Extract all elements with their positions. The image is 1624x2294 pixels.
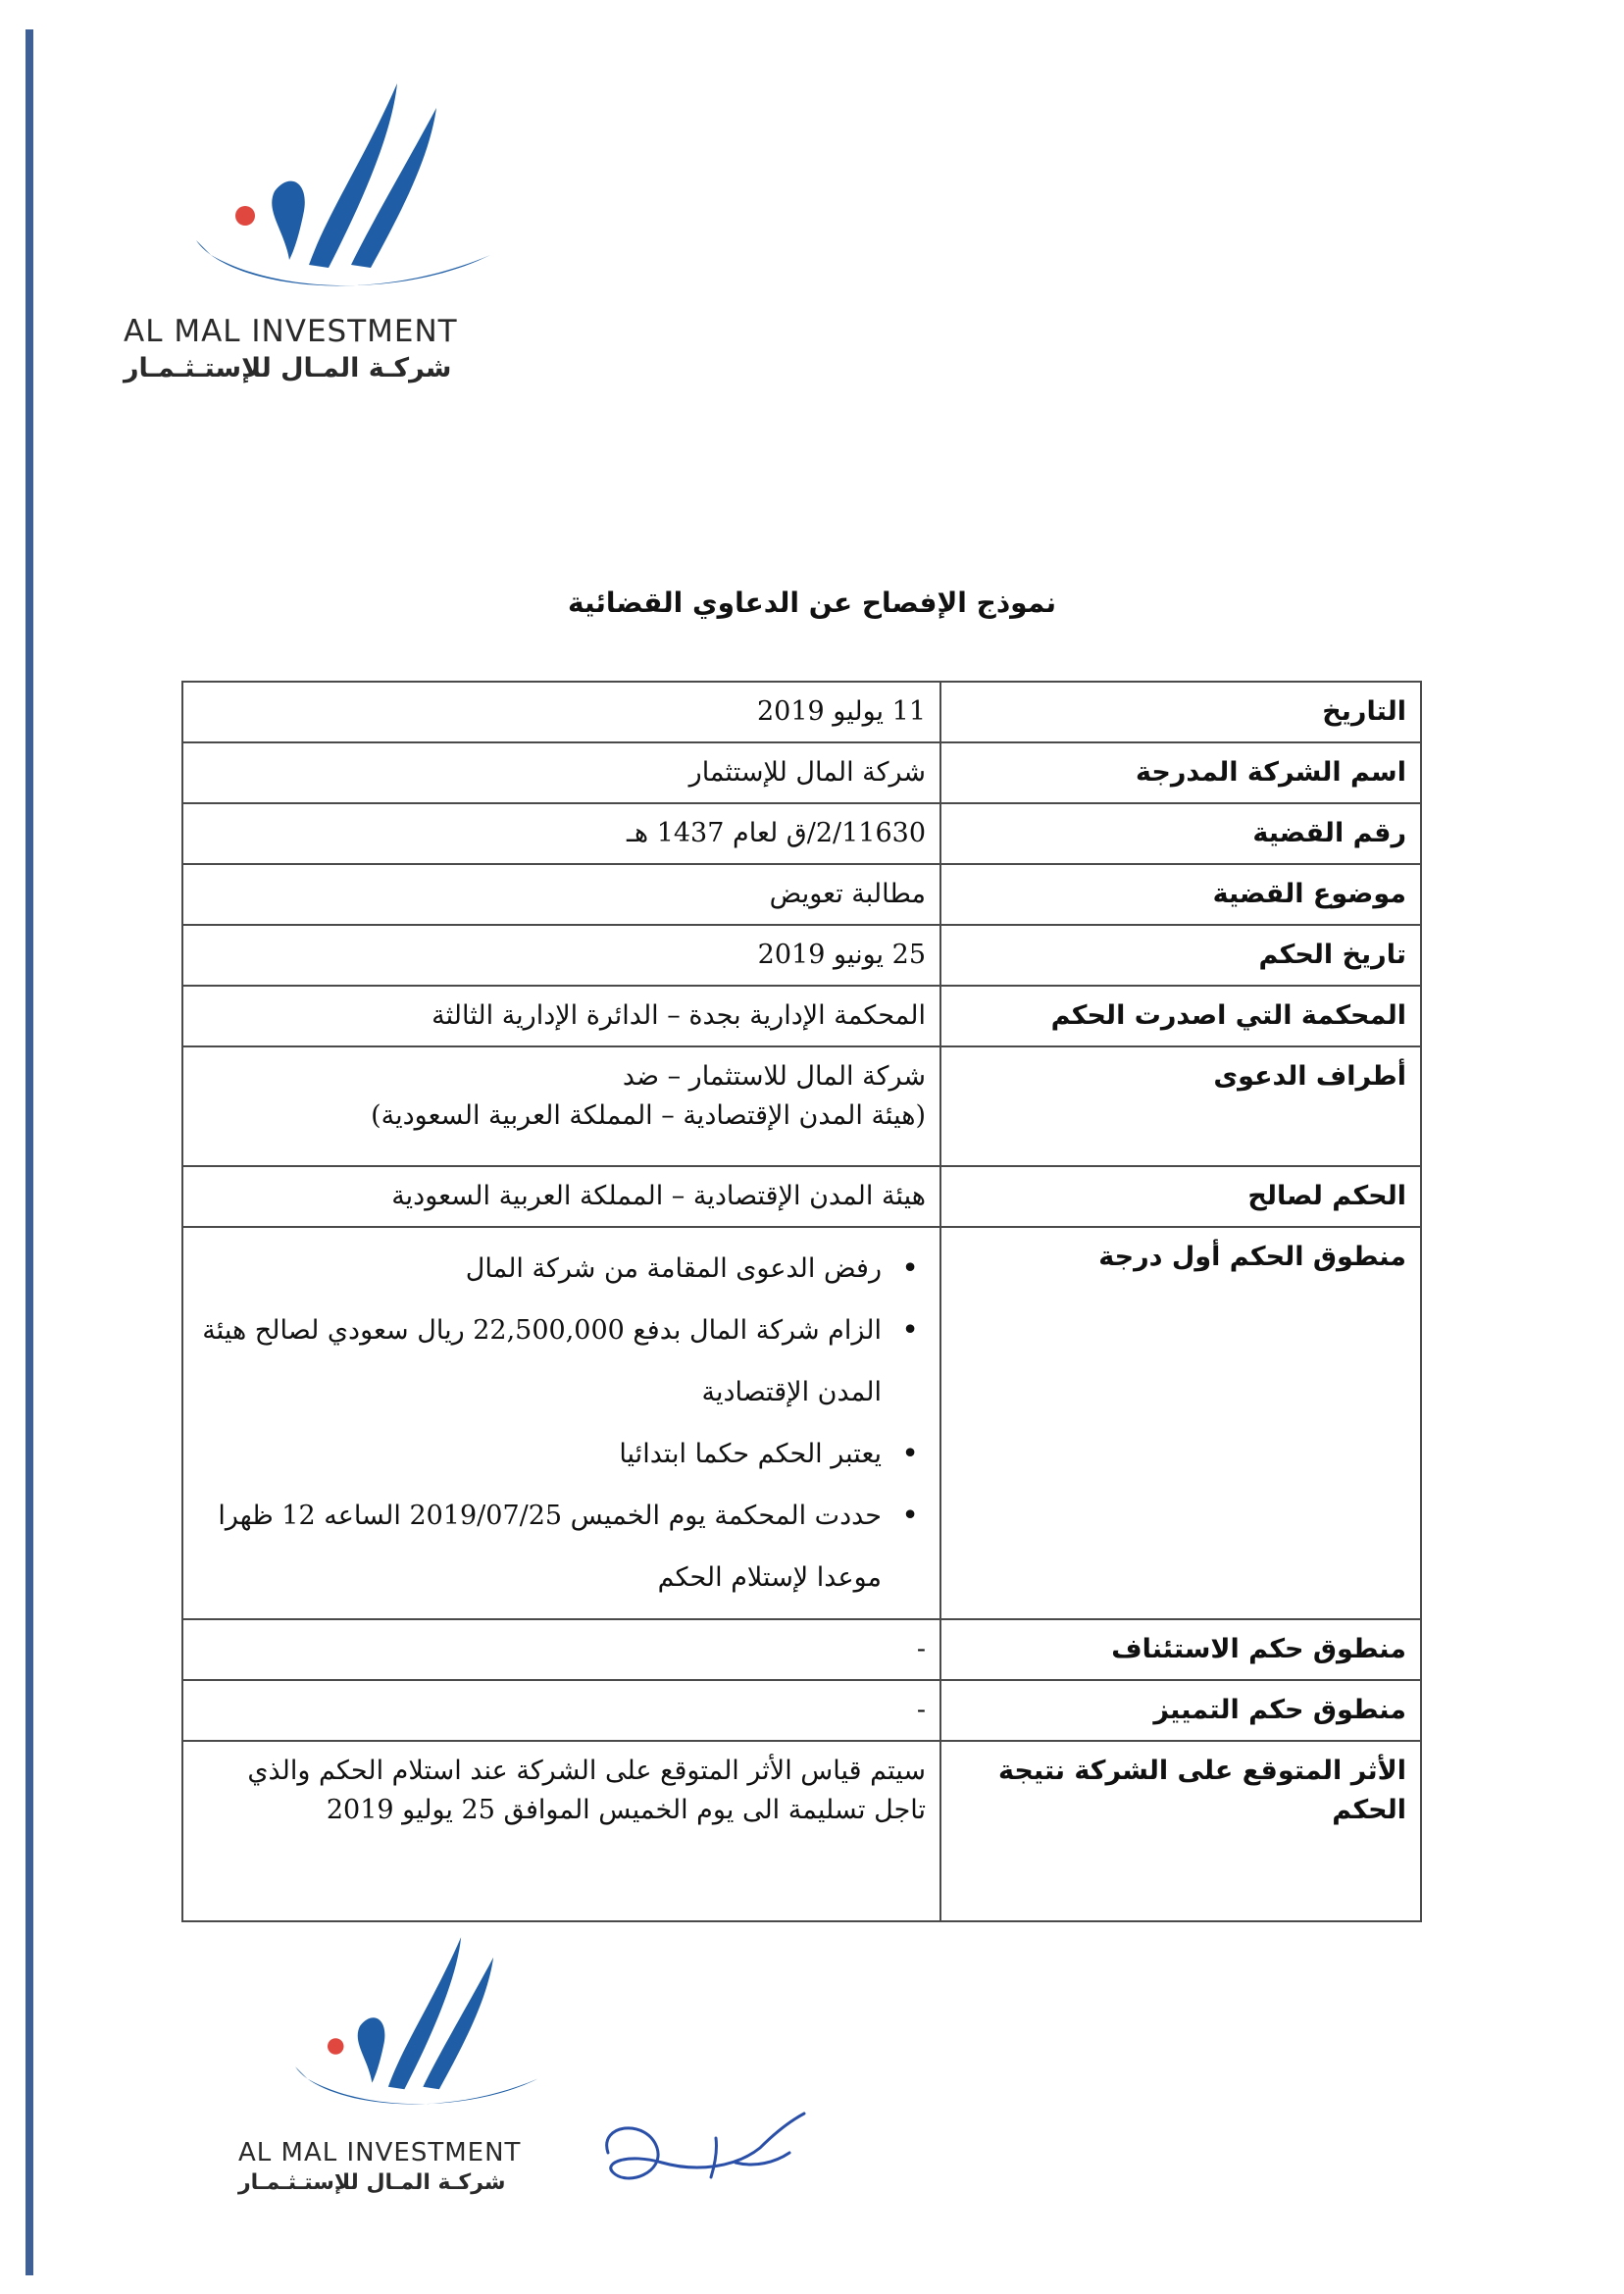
row-value-appeal: - xyxy=(182,1619,940,1680)
row-value-date: 11 يوليو 2019 xyxy=(182,682,940,742)
ruling-bullet: • رفض الدعوى المقامة من شركة المال xyxy=(197,1238,882,1300)
parties-line-2: (هيئة المدن الإقتصادية – المملكة العربية السعودية) xyxy=(371,1100,926,1131)
row-label-ruling-date: تاريخ الحكم xyxy=(940,925,1421,986)
disclosure-table xyxy=(181,681,1422,1922)
company-logo-top xyxy=(118,74,510,397)
row-value-ruling-for: هيئة المدن الإقتصادية – المملكة العربية السعودية xyxy=(182,1166,940,1227)
row-label-case-number: رقم القضية xyxy=(940,803,1421,864)
row-value-cassation: - xyxy=(182,1680,940,1741)
row-value-case-number: 2/11630/ق لعام 1437 هـ xyxy=(182,803,940,864)
row-label-cassation: منطوق حكم التمييز xyxy=(940,1680,1421,1741)
company-logo-mark xyxy=(230,1927,554,2133)
table-row xyxy=(182,1741,1421,1921)
table-row xyxy=(182,925,1421,986)
document-title: نموذج الإفصاح عن الدعاوي القضائية xyxy=(567,586,1057,619)
row-label-parties: أطراف الدعوى xyxy=(940,1046,1421,1166)
table-row xyxy=(182,864,1421,925)
table-row xyxy=(182,682,1421,742)
table-row xyxy=(182,1680,1421,1741)
left-margin-rule xyxy=(25,29,33,2275)
ruling-bullet: • الزام شركة المال بدفع 22,500,000 ريال سعودي لصالح هيئة المدن الإقتصادية xyxy=(197,1300,882,1423)
ruling-bullet: • حددت المحكمة يوم الخميس 2019/07/25 الساعه 12 ظهرا موعدا لإستلام الحكم xyxy=(197,1485,882,1608)
row-value-case-subject: مطالبة تعويض xyxy=(182,864,940,925)
company-name-ar: شركـة المـال للإستـثـمـار xyxy=(238,2170,506,2195)
table-row xyxy=(182,803,1421,864)
company-name-en: AL MAL INVESTMENT xyxy=(124,314,458,349)
row-value-court: المحكمة الإدارية بجدة – الدائرة الإدارية الثالثة xyxy=(182,986,940,1046)
row-value-first-instance xyxy=(182,1227,940,1619)
row-label-ruling-for: الحكم لصالح xyxy=(940,1166,1421,1227)
row-label-first-instance: منطوق الحكم أول درجة xyxy=(940,1227,1421,1619)
parties-line-1: شركة المال للاستثمار – ضد xyxy=(622,1061,926,1092)
row-label-appeal: منطوق حكم الاستئناف xyxy=(940,1619,1421,1680)
company-name-ar: شركـة المـال للإستـثـمـار xyxy=(124,353,452,383)
company-logo-mark xyxy=(118,74,510,319)
row-label-date: التاريخ xyxy=(940,682,1421,742)
table-row xyxy=(182,986,1421,1046)
ruling-bullet: • يعتبر الحكم حكما ابتدائيا xyxy=(197,1423,882,1485)
table-row xyxy=(182,1227,1421,1619)
row-value-ruling-date: 25 يونيو 2019 xyxy=(182,925,940,986)
signature-mark xyxy=(588,2094,814,2212)
row-value-expected-impact: سيتم قياس الأثر المتوقع على الشركة عند استلام الحكم والذي تاجل تسليمة الى يوم الخميس الموافق 25 يوليو 2019 xyxy=(182,1741,940,1921)
table-row xyxy=(182,742,1421,803)
company-logo-bottom xyxy=(230,1927,554,2202)
company-name-en: AL MAL INVESTMENT xyxy=(238,2138,522,2167)
row-value-parties xyxy=(182,1046,940,1166)
row-label-company: اسم الشركة المدرجة xyxy=(940,742,1421,803)
ruling-bullet-list xyxy=(197,1238,926,1608)
row-label-case-subject: موضوع القضية xyxy=(940,864,1421,925)
table-row xyxy=(182,1046,1421,1166)
table-row xyxy=(182,1166,1421,1227)
row-value-company: شركة المال للإستثمار xyxy=(182,742,940,803)
row-label-expected-impact: الأثر المتوقع على الشركة نتيجة الحكم xyxy=(940,1741,1421,1921)
table-row xyxy=(182,1619,1421,1680)
row-label-court: المحكمة التي اصدرت الحكم xyxy=(940,986,1421,1046)
